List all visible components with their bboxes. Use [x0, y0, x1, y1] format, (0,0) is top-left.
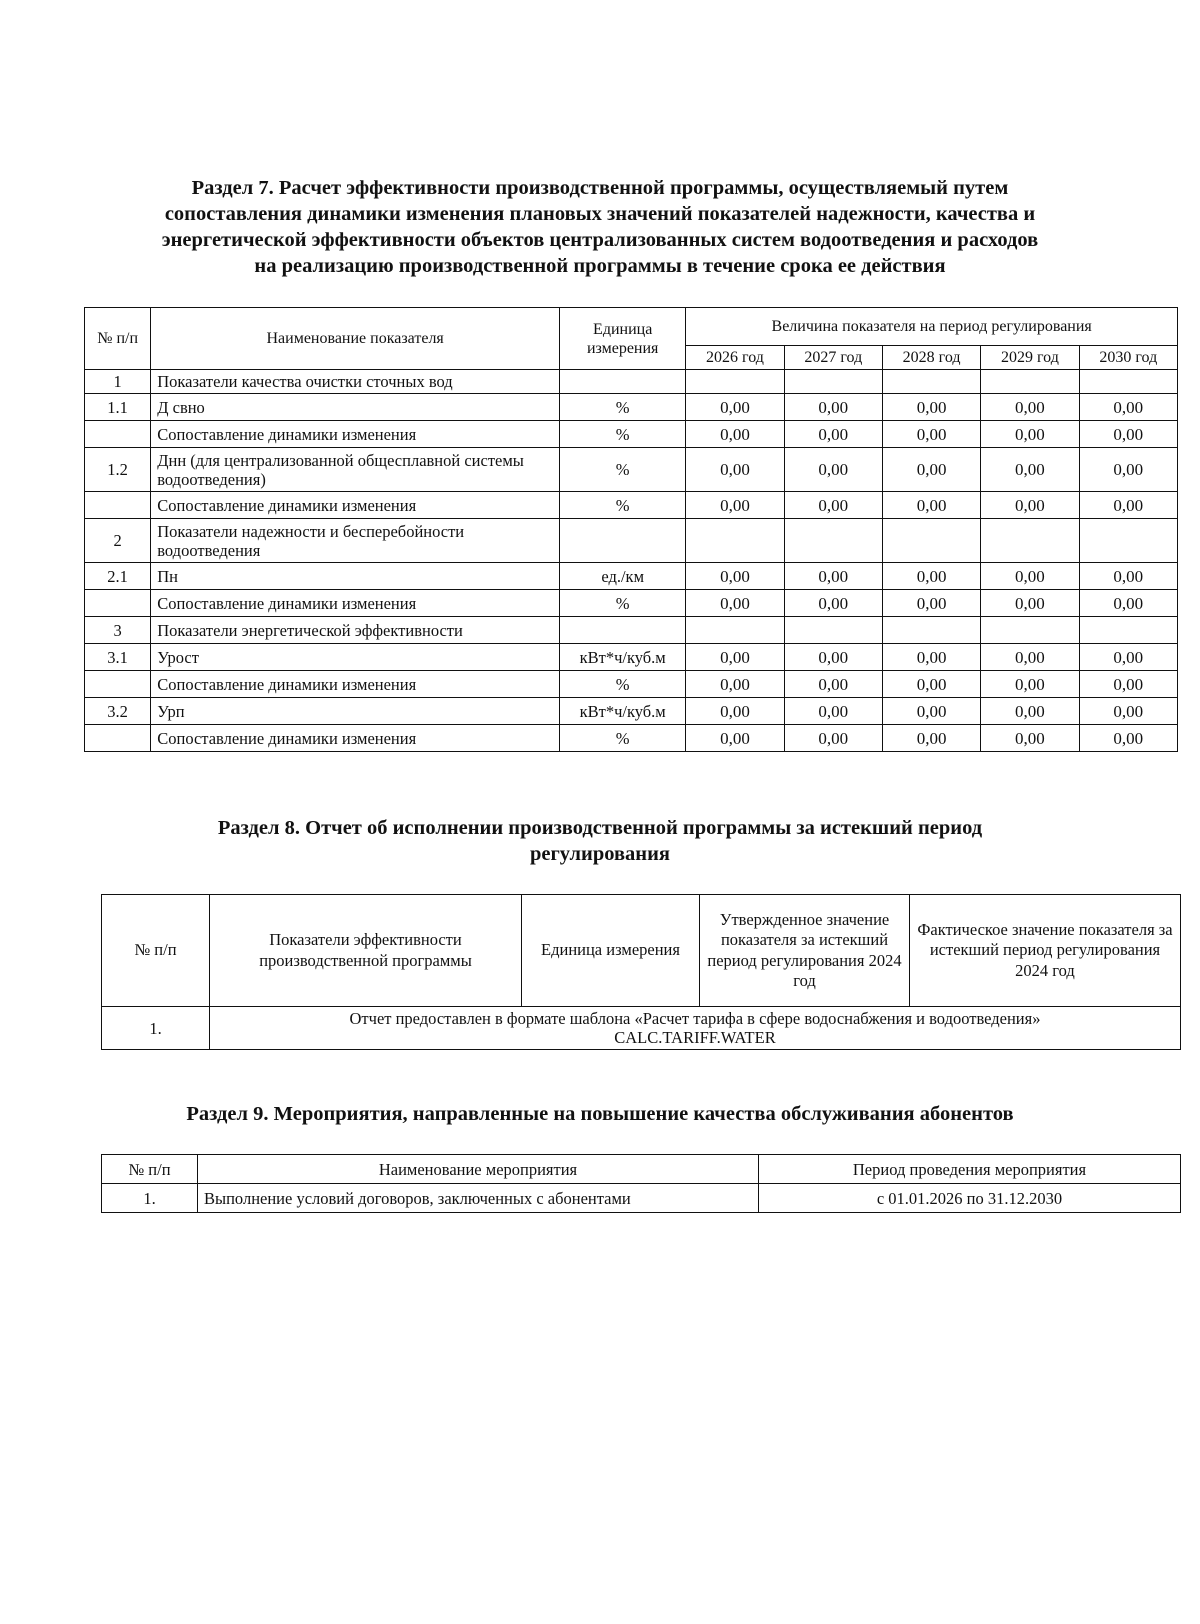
indicator-unit: % [560, 492, 686, 519]
indicator-value: 0,00 [784, 590, 882, 617]
indicator-value [784, 617, 882, 644]
indicator-value: 0,00 [882, 448, 980, 492]
row-num: 3 [85, 617, 151, 644]
indicator-value: 0,00 [981, 563, 1079, 590]
row-num: 1. [102, 1184, 198, 1213]
section-7-table [84, 307, 1178, 752]
indicator-value: 0,00 [981, 644, 1079, 671]
indicator-value: 0,00 [686, 421, 784, 448]
indicator-value [981, 370, 1079, 394]
indicator-value: 0,00 [1079, 671, 1177, 698]
header-measure-period: Период проведения мероприятия [759, 1155, 1181, 1184]
indicator-unit: кВт*ч/куб.м [560, 698, 686, 725]
indicator-value [882, 370, 980, 394]
indicator-value: 0,00 [981, 725, 1079, 752]
indicator-value: 0,00 [686, 671, 784, 698]
indicator-value: 0,00 [784, 563, 882, 590]
indicator-name: Д свно [151, 394, 560, 421]
indicator-name: Сопоставление динамики изменения [151, 492, 560, 519]
report-note-template-code: CALC.TARIFF.WATER [614, 1028, 776, 1047]
row-num [85, 671, 151, 698]
indicator-value: 0,00 [1079, 698, 1177, 725]
indicator-name: Сопоставление динамики изменения [151, 671, 560, 698]
indicator-value: 0,00 [882, 725, 980, 752]
indicator-unit: % [560, 421, 686, 448]
table-row [85, 492, 1178, 519]
indicator-name: Сопоставление динамики изменения [151, 725, 560, 752]
indicator-value [686, 370, 784, 394]
indicator-value [1079, 519, 1177, 563]
indicator-value: 0,00 [1079, 563, 1177, 590]
indicator-value [981, 617, 1079, 644]
table-row [85, 421, 1178, 448]
report-note-line: Отчет предоставлен в формате шаблона «Расчет тарифа в сфере водоснабжения и водоотведения» [349, 1009, 1041, 1028]
header-year: 2029 год [981, 346, 1079, 370]
section-8-title [60, 815, 1140, 867]
header-year: 2027 год [784, 346, 882, 370]
row-num [85, 421, 151, 448]
table-row [85, 370, 1178, 394]
indicator-name: Показатели надежности и бесперебойности водоотведения [151, 519, 560, 563]
table-row [85, 698, 1178, 725]
indicator-unit: кВт*ч/куб.м [560, 644, 686, 671]
indicator-name: Урост [151, 644, 560, 671]
indicator-value: 0,00 [981, 421, 1079, 448]
row-num [85, 725, 151, 752]
row-num: 2 [85, 519, 151, 563]
indicator-value: 0,00 [882, 563, 980, 590]
indicator-unit: % [560, 590, 686, 617]
indicator-value: 0,00 [981, 590, 1079, 617]
indicator-value [882, 519, 980, 563]
indicator-name: Днн (для централизованной общесплавной системы водоотведения) [151, 448, 560, 492]
indicator-value: 0,00 [686, 698, 784, 725]
indicator-name: Сопоставление динамики изменения [151, 590, 560, 617]
indicator-name: Показатели энергетической эффективности [151, 617, 560, 644]
indicator-value: 0,00 [981, 492, 1079, 519]
indicator-value: 0,00 [784, 448, 882, 492]
table-row [85, 519, 1178, 563]
section-8-table [101, 894, 1181, 1050]
indicator-unit: % [560, 725, 686, 752]
table-row [85, 590, 1178, 617]
indicator-unit [560, 370, 686, 394]
indicator-value: 0,00 [686, 644, 784, 671]
measure-name: Выполнение условий договоров, заключенных с абонентами [198, 1184, 759, 1213]
table-row [85, 394, 1178, 421]
title-line: Раздел 7. Расчет эффективности производственной программы, осуществляемый путем [191, 177, 1009, 199]
title-line: энергетической эффективности объектов централизованных систем водоотведения и расходов [161, 229, 1039, 251]
indicator-unit: % [560, 671, 686, 698]
header-year: 2030 год [1079, 346, 1177, 370]
title-line: сопоставления динамики изменения плановых значений показателей надежности, качества и [164, 203, 1036, 225]
indicator-value: 0,00 [784, 394, 882, 421]
indicator-name: Урп [151, 698, 560, 725]
table-row [85, 671, 1178, 698]
indicator-value: 0,00 [784, 671, 882, 698]
table-row [102, 1007, 1181, 1050]
row-num [85, 590, 151, 617]
header-indicator-name: Наименование показателя [151, 308, 560, 370]
title-line: регулирования [529, 843, 671, 865]
header-indicators: Показатели эффективности производственной программы [210, 895, 522, 1007]
indicator-name: Показатели качества очистки сточных вод [151, 370, 560, 394]
indicator-value [882, 617, 980, 644]
table-row [85, 644, 1178, 671]
title-line: Раздел 9. Мероприятия, направленные на повышение качества обслуживания абонентов [186, 1103, 1014, 1125]
indicator-value [686, 617, 784, 644]
header-num: № п/п [102, 1155, 198, 1184]
indicator-name: Сопоставление динамики изменения [151, 421, 560, 448]
indicator-value [1079, 370, 1177, 394]
section-9-title [60, 1101, 1140, 1127]
row-num: 2.1 [85, 563, 151, 590]
indicator-value: 0,00 [882, 492, 980, 519]
indicator-value: 0,00 [686, 590, 784, 617]
indicator-value: 0,00 [1079, 421, 1177, 448]
indicator-value: 0,00 [784, 644, 882, 671]
indicator-unit [560, 519, 686, 563]
indicator-value: 0,00 [1079, 394, 1177, 421]
indicator-value: 0,00 [686, 725, 784, 752]
section-9-table [101, 1154, 1181, 1213]
report-note [210, 1007, 1181, 1050]
header-num: № п/п [102, 895, 210, 1007]
indicator-value [981, 519, 1079, 563]
table-row [102, 1184, 1181, 1213]
header-approved-value: Утвержденное значение показателя за истекший период регулирования 2024 год [700, 895, 910, 1007]
indicator-value: 0,00 [1079, 492, 1177, 519]
indicator-value: 0,00 [882, 421, 980, 448]
indicator-value: 0,00 [686, 394, 784, 421]
indicator-value [784, 519, 882, 563]
indicator-value: 0,00 [981, 448, 1079, 492]
measure-period: с 01.01.2026 по 31.12.2030 [759, 1184, 1181, 1213]
title-line: Раздел 8. Отчет об исполнении производственной программы за истекший период [217, 817, 983, 839]
row-num: 1.2 [85, 448, 151, 492]
indicator-unit [560, 617, 686, 644]
table-row [85, 617, 1178, 644]
header-num: № п/п [85, 308, 151, 370]
indicator-value [686, 519, 784, 563]
indicator-value: 0,00 [1079, 725, 1177, 752]
header-year: 2028 год [882, 346, 980, 370]
indicator-value: 0,00 [784, 492, 882, 519]
indicator-value: 0,00 [882, 644, 980, 671]
indicator-value: 0,00 [981, 698, 1079, 725]
indicator-value [784, 370, 882, 394]
indicator-name: Пн [151, 563, 560, 590]
indicator-value: 0,00 [981, 394, 1079, 421]
indicator-value: 0,00 [981, 671, 1079, 698]
indicator-value [1079, 617, 1177, 644]
row-num: 3.1 [85, 644, 151, 671]
indicator-value: 0,00 [686, 448, 784, 492]
row-num: 3.2 [85, 698, 151, 725]
header-unit: Единица измерения [522, 895, 700, 1007]
indicator-unit: % [560, 394, 686, 421]
header-period: Величина показателя на период регулирования [686, 308, 1178, 346]
indicator-value: 0,00 [686, 563, 784, 590]
row-num: 1.1 [85, 394, 151, 421]
indicator-value: 0,00 [686, 492, 784, 519]
indicator-unit: % [560, 448, 686, 492]
indicator-value: 0,00 [882, 671, 980, 698]
row-num [85, 492, 151, 519]
indicator-value: 0,00 [1079, 448, 1177, 492]
row-num: 1. [102, 1007, 210, 1050]
indicator-value: 0,00 [882, 394, 980, 421]
indicator-value: 0,00 [882, 698, 980, 725]
title-line: на реализацию производственной программы в течение срока ее действия [254, 255, 946, 277]
table-row [85, 448, 1178, 492]
table-row [85, 563, 1178, 590]
header-actual-value: Фактическое значение показателя за истекший период регулирования 2024 год [910, 895, 1181, 1007]
header-year: 2026 год [686, 346, 784, 370]
table-row [85, 725, 1178, 752]
header-unit: Единица измерения [560, 308, 686, 370]
section-7-title [60, 175, 1140, 279]
indicator-value: 0,00 [1079, 644, 1177, 671]
row-num: 1 [85, 370, 151, 394]
header-measure-name: Наименование мероприятия [198, 1155, 759, 1184]
indicator-unit: ед./км [560, 563, 686, 590]
indicator-value: 0,00 [784, 725, 882, 752]
indicator-value: 0,00 [784, 421, 882, 448]
indicator-value: 0,00 [1079, 590, 1177, 617]
indicator-value: 0,00 [784, 698, 882, 725]
indicator-value: 0,00 [882, 590, 980, 617]
